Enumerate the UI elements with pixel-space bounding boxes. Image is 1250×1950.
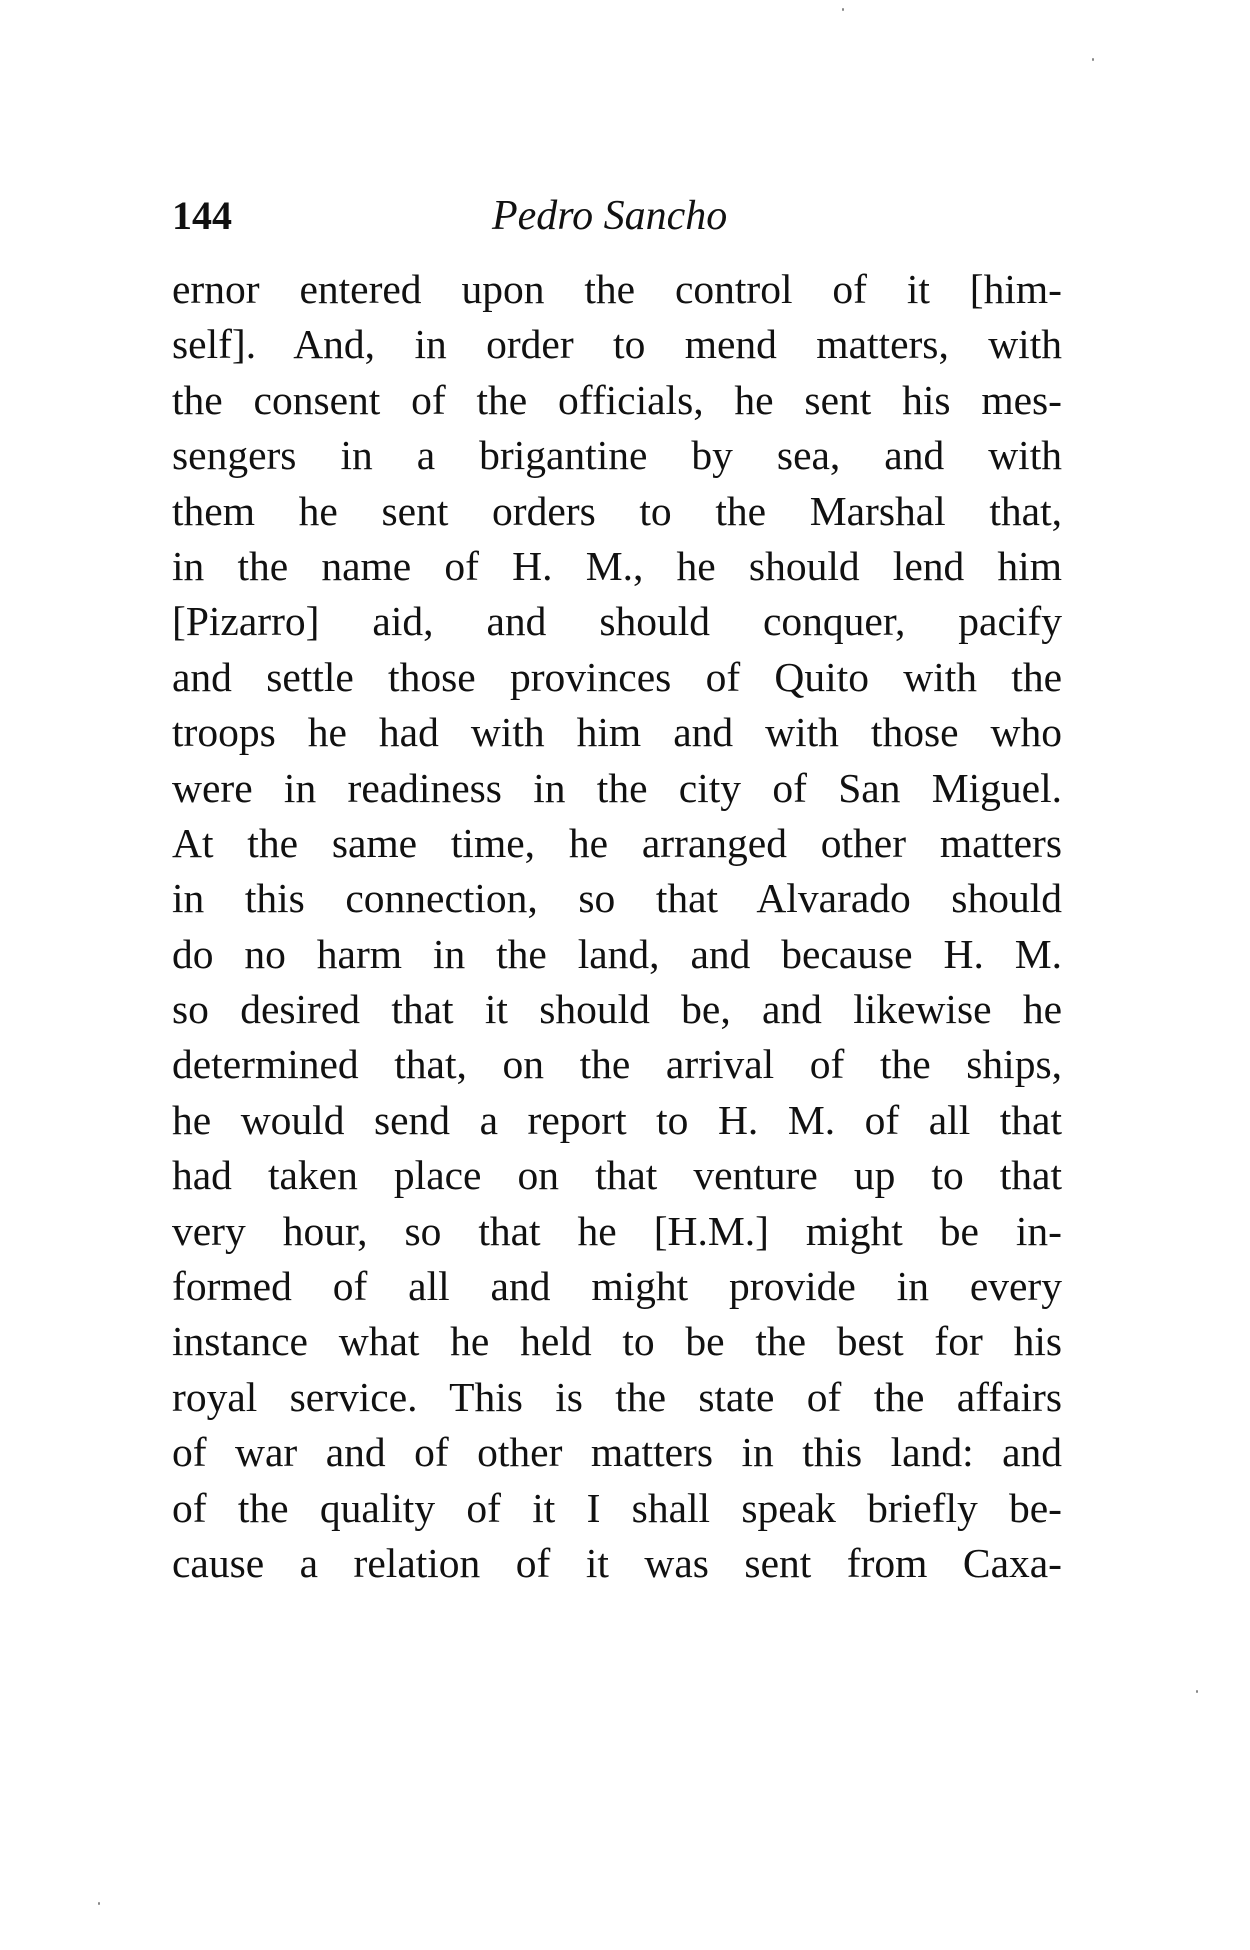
- text-line: ernor entered upon the control of it [him-: [172, 266, 1062, 312]
- text-line: royal service. This is the state of the affairs: [172, 1373, 1062, 1420]
- text-line: self]. And, in order to mend matters, with: [172, 321, 1062, 368]
- text-line: sengers in a brigantine by sea, and with: [172, 432, 1062, 479]
- scan-speck: [98, 1902, 100, 1905]
- text-line: were in readiness in the city of San Miguel.: [172, 764, 1062, 811]
- scan-speck: [1092, 58, 1094, 61]
- scan-speck: [842, 8, 844, 11]
- text-line: in the name of H. M., he should lend him: [172, 542, 1062, 589]
- text-line: At the same time, he arranged other matters: [172, 819, 1062, 866]
- text-line: [Pizarro] aid, and should conquer, pacify: [172, 598, 1062, 645]
- text-line: and settle those provinces of Quito with the: [172, 653, 1062, 700]
- scan-speck: [1196, 1690, 1198, 1693]
- text-line: had taken place on that venture up to that: [172, 1152, 1062, 1199]
- text-line: in this connection, so that Alvarado should: [172, 875, 1062, 922]
- text-line: do no harm in the land, and because H. M.: [172, 930, 1062, 977]
- running-head: [172, 186, 1062, 246]
- text-line: he would send a report to H. M. of all that: [172, 1096, 1062, 1143]
- text-line: of the quality of it I shall speak briefly be-: [172, 1484, 1062, 1531]
- text-line: troops he had with him and with those who: [172, 709, 1062, 756]
- text-line: of war and of other matters in this land: and: [172, 1429, 1062, 1476]
- text-line: cause a relation of it was sent from Caxa-: [172, 1539, 1062, 1586]
- page-number: 144: [172, 193, 232, 238]
- text-line: very hour, so that he [H.M.] might be in-: [172, 1207, 1062, 1254]
- running-title: Pedro Sancho: [492, 193, 728, 239]
- text-line: determined that, on the arrival of the ships,: [172, 1041, 1062, 1088]
- body-text: [172, 262, 1062, 1591]
- text-line: formed of all and might provide in every: [172, 1263, 1062, 1310]
- text-line: so desired that it should be, and likewise he: [172, 986, 1062, 1033]
- text-line: the consent of the officials, he sent his mes-: [172, 376, 1062, 423]
- text-line: instance what he held to be the best for his: [172, 1318, 1062, 1365]
- text-line: them he sent orders to the Marshal that,: [172, 487, 1062, 534]
